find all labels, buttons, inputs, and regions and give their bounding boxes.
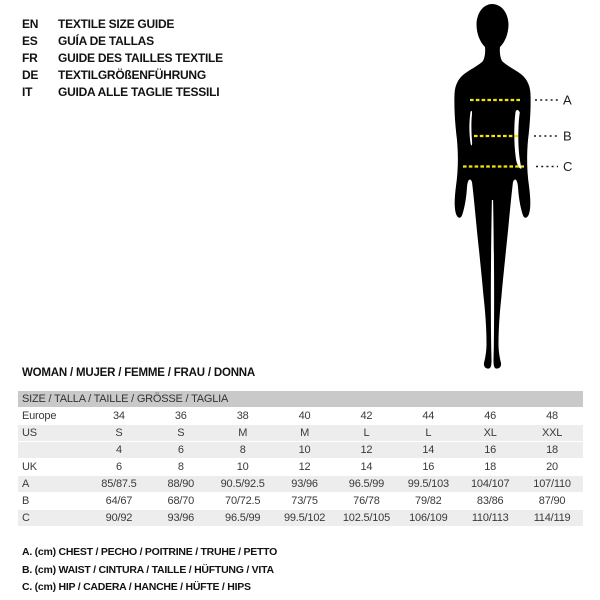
guide-title: TEXTILE SIZE GUIDE <box>58 16 175 31</box>
measurement-figure <box>440 0 598 375</box>
size-value: 90.5/92.5 <box>220 478 265 490</box>
size-value: 16 <box>422 461 435 473</box>
size-value: 4 <box>115 444 122 456</box>
size-value: S <box>177 427 185 439</box>
size-value: 16 <box>484 444 497 456</box>
table-row-us-letter <box>18 425 583 442</box>
size-value: 114/119 <box>533 512 571 524</box>
row-label <box>18 442 88 459</box>
size-value: 99.5/102 <box>283 512 326 524</box>
marker-label-c: C <box>563 159 573 174</box>
measurement-legend <box>22 544 277 597</box>
row-label: US <box>22 427 37 439</box>
guide-title: TEXTILGRÖßENFÜHRUNG <box>58 67 206 82</box>
language-title-list <box>22 15 223 100</box>
size-value: 73/75 <box>291 495 318 507</box>
legend-chest: A. (cm) CHEST / PECHO / POITRINE / TRUHE / PETTO <box>22 546 278 558</box>
language-row-en <box>22 15 223 32</box>
size-value: 8 <box>177 461 184 473</box>
size-value: 90/92 <box>105 512 133 524</box>
size-value: 87/90 <box>538 495 566 507</box>
language-code: ES <box>22 33 38 48</box>
row-label: UK <box>22 461 37 473</box>
size-value: 96.5/99 <box>225 512 261 524</box>
size-value: 110/113 <box>471 512 509 524</box>
size-value: 20 <box>546 461 558 473</box>
size-value: 18 <box>484 461 497 473</box>
row-label: A <box>22 478 30 490</box>
language-code: IT <box>22 84 33 99</box>
table-row-uk <box>18 459 583 476</box>
size-value: 48 <box>546 410 558 422</box>
language-code: DE <box>22 67 39 82</box>
size-value: 99.5/103 <box>407 478 449 490</box>
size-value: XXL <box>541 427 563 439</box>
row-label: Europe <box>22 410 57 422</box>
size-value: 46 <box>484 410 497 422</box>
marker-label-b: B <box>563 128 572 144</box>
row-label: B <box>22 495 30 507</box>
size-value: 6 <box>177 444 184 456</box>
row-label: C <box>22 512 30 524</box>
language-row-fr <box>22 49 223 66</box>
size-value: 12 <box>298 461 311 473</box>
section-title-woman: WOMAN / MUJER / FEMME / FRAU / DONNA <box>22 367 256 379</box>
size-value: 88/90 <box>167 478 195 490</box>
size-value: 83/86 <box>476 495 504 507</box>
language-row-it <box>22 83 223 100</box>
size-value: 38 <box>236 410 249 422</box>
size-value: 10 <box>236 461 249 473</box>
size-value: XL <box>483 427 497 439</box>
size-value: 14 <box>360 461 373 473</box>
woman-silhouette-svg <box>440 0 598 375</box>
size-value: 93/96 <box>291 478 318 490</box>
size-value: 93/96 <box>167 512 195 524</box>
size-value: S <box>115 427 123 439</box>
guide-title: GUIDA ALLE TAGLIE TESSILI <box>58 84 220 99</box>
legend-waist: B. (cm) WAIST / CINTURA / TAILLE / HÜFTUNG / VITA <box>22 563 274 576</box>
size-value: 85/87.5 <box>101 478 137 490</box>
table-row-chest-a <box>18 476 583 493</box>
size-value: L <box>425 427 432 439</box>
size-value: 104/107 <box>471 478 510 490</box>
guide-title: GUIDE DES TAILLES TEXTILE <box>58 50 223 65</box>
language-row-de <box>22 66 223 83</box>
size-value: L <box>363 427 370 439</box>
size-value: 44 <box>422 410 435 422</box>
marker-label-a: A <box>563 92 572 108</box>
size-value: M <box>300 427 310 439</box>
silhouette-body <box>454 4 530 369</box>
table-row-europe <box>18 408 583 425</box>
size-value: 79/82 <box>415 495 442 507</box>
size-value: 64/67 <box>105 495 133 507</box>
size-value: 10 <box>298 444 311 456</box>
language-row-es <box>22 32 223 49</box>
size-value: 106/109 <box>409 512 448 524</box>
table-row-us-numeric <box>18 442 583 459</box>
size-value: M <box>238 427 248 439</box>
legend-hip: C. (cm) HIP / CADERA / HANCHE / HÜFTE / HIPS <box>22 581 251 593</box>
size-table <box>18 391 583 527</box>
size-value: 68/70 <box>167 495 195 507</box>
language-code: EN <box>22 16 39 31</box>
table-row-waist-b <box>18 493 583 510</box>
size-value: 107/110 <box>533 478 571 490</box>
size-value: 70/72.5 <box>225 495 261 507</box>
size-table-header: SIZE / TALLA / TAILLE / GRÖSSE / TAGLIA <box>18 391 583 408</box>
table-row-hip-c <box>18 510 583 527</box>
language-code: FR <box>22 50 38 65</box>
size-value: 76/78 <box>353 495 380 507</box>
size-value: 8 <box>239 444 246 456</box>
guide-title: GUÍA DE TALLAS <box>58 33 154 48</box>
size-value: 40 <box>298 410 311 422</box>
size-value: 42 <box>360 410 373 422</box>
size-value: 96.5/99 <box>348 478 385 490</box>
size-value: 34 <box>113 410 125 422</box>
size-value: 18 <box>546 444 558 456</box>
size-value: 36 <box>174 410 187 422</box>
size-value: 102.5/105 <box>342 512 390 524</box>
size-value: 14 <box>422 444 435 456</box>
size-value: 6 <box>115 461 122 473</box>
size-value: 12 <box>360 444 373 456</box>
